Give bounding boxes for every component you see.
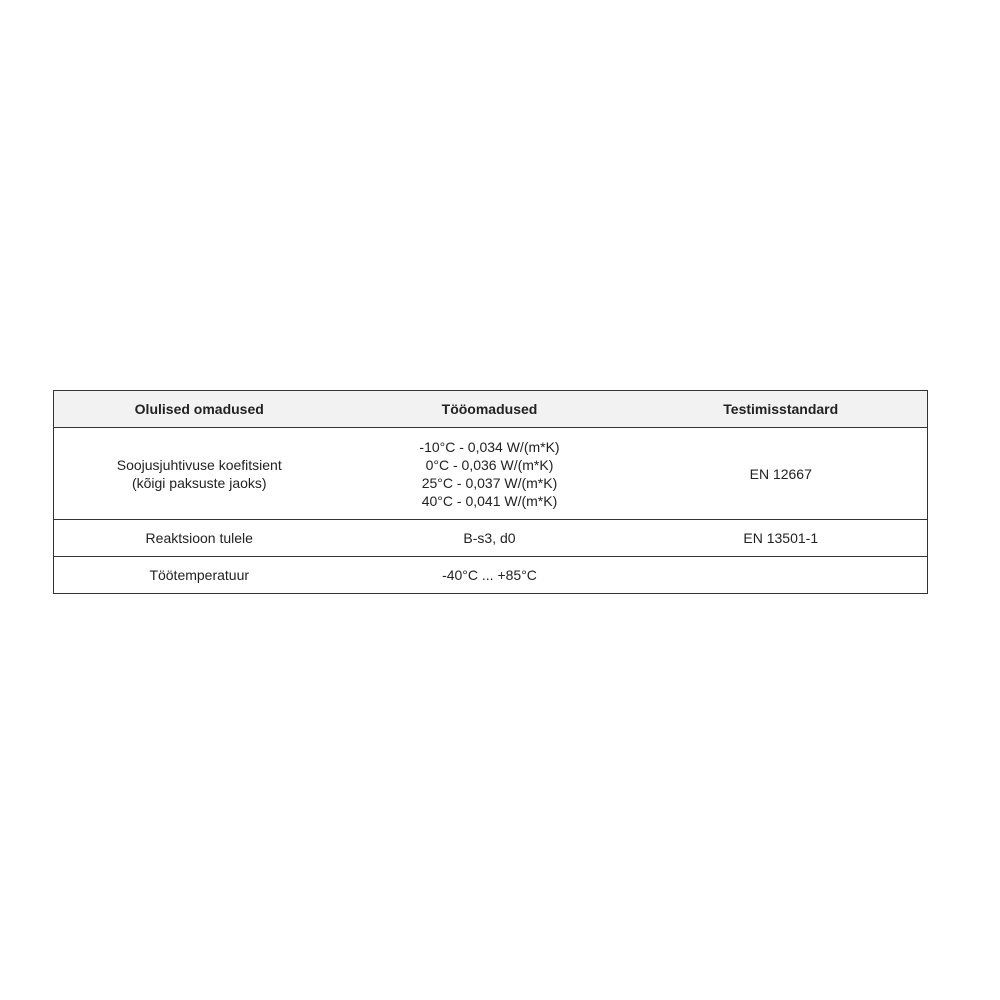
performance-line: 40°C - 0,041 W/(m*K) [421,492,558,509]
table-header-row [54,391,928,428]
property-line: Töötemperatuur [149,567,250,583]
property-line: Soojusjuhtivuse koefitsient [116,456,282,473]
cell-standard: EN 12667 [635,428,928,520]
table-row [54,557,928,594]
table-row [54,520,928,557]
table-row [54,428,928,520]
header-test-standard: Testimisstandard [635,391,928,428]
cell-standard [635,557,928,594]
property-line: (kõigi paksuste jaoks) [131,474,267,491]
cell-performance [345,428,635,520]
cell-property [54,520,345,557]
performance-line: 0°C - 0,036 W/(m*K) [425,456,554,473]
performance-line: B-s3, d0 [463,530,516,546]
properties-table [53,390,928,594]
cell-property [54,557,345,594]
cell-standard: EN 13501-1 [635,520,928,557]
cell-property [54,428,345,520]
property-line: Reaktsioon tulele [145,530,253,546]
performance-line: -40°C ... +85°C [442,567,537,583]
header-essential-properties: Olulised omadused [54,391,345,428]
performance-line: -10°C - 0,034 W/(m*K) [419,438,560,455]
cell-performance [345,520,635,557]
performance-line: 25°C - 0,037 W/(m*K) [421,474,558,491]
header-performance: Tööomadused [345,391,635,428]
cell-performance [345,557,635,594]
